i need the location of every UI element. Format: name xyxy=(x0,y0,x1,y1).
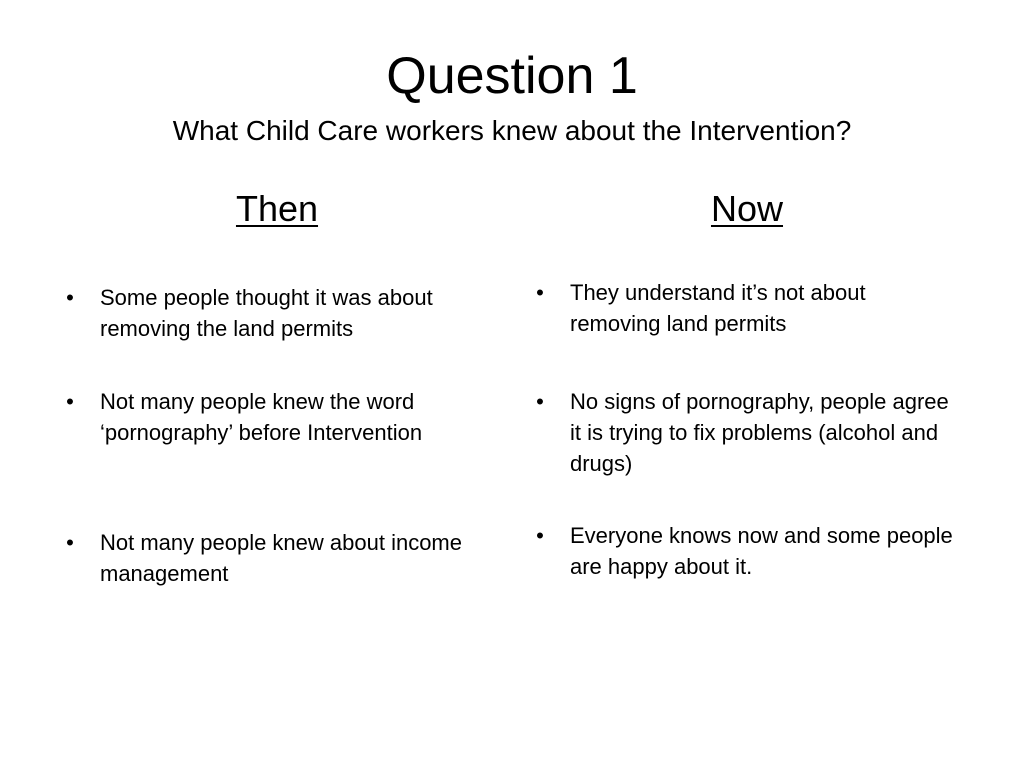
slide-title: Question 1 xyxy=(386,47,638,105)
then-bullet-text: Not many people knew the word ‘pornography’ before Intervention xyxy=(100,389,423,445)
then-bullet-item xyxy=(66,386,500,448)
then-bullet-text: Some people thought it was about removing the land permits xyxy=(100,285,433,341)
slide-subtitle: What Child Care workers knew about the Intervention? xyxy=(172,115,852,146)
now-bullet-item xyxy=(536,386,955,479)
bullet-marker: • xyxy=(536,523,544,548)
bullet-marker: • xyxy=(536,389,544,414)
then-bullet-text: Not many people knew about income management xyxy=(100,530,462,586)
then-bullet-item xyxy=(66,282,500,344)
now-bullet-item xyxy=(536,277,955,339)
then-bullet-item xyxy=(66,527,500,589)
now-bullet-text: No signs of pornography, people agree it is trying to fix problems (alcohol and drugs) xyxy=(570,389,949,476)
bullet-marker: • xyxy=(66,285,74,310)
now-bullet-text: They understand it’s not about removing land permits xyxy=(570,280,866,336)
bullet-marker: • xyxy=(536,280,544,305)
now-bullet-item xyxy=(536,520,955,582)
bullet-marker: • xyxy=(66,530,74,555)
now-column-heading: Now xyxy=(710,188,784,229)
then-column-heading: Then xyxy=(235,188,319,229)
bullet-marker: • xyxy=(66,389,74,414)
now-bullet-text: Everyone knows now and some people are happy about it. xyxy=(570,523,953,579)
